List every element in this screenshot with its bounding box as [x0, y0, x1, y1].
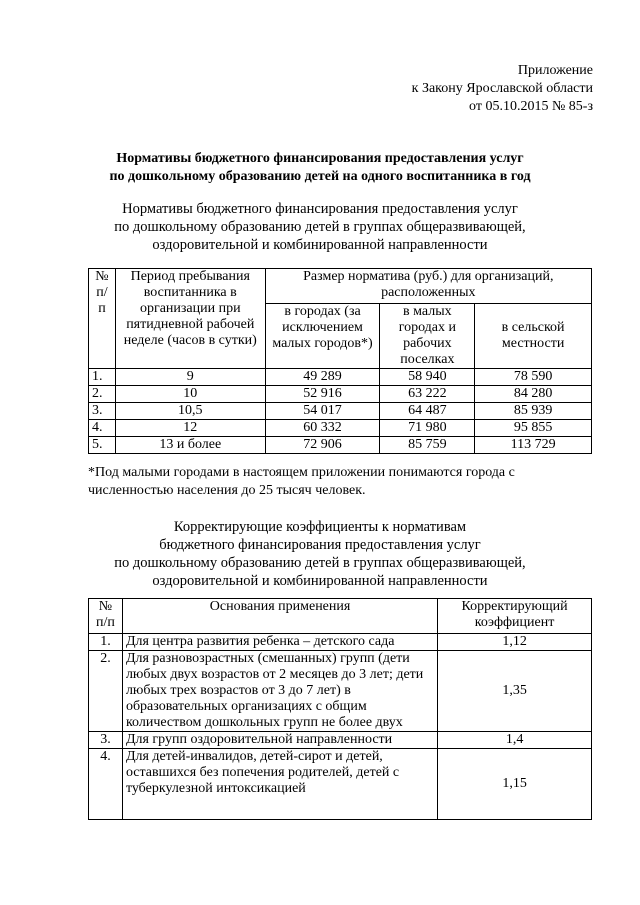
appendix-header	[412, 62, 593, 116]
row-rural: 84 280	[475, 386, 592, 403]
section2-line-1: Корректирующие коэффициенты к нормативам	[173, 519, 467, 535]
row-cities: 49 289	[265, 369, 380, 386]
row-coef: 1,15	[438, 749, 592, 820]
row-basis: Для групп оздоровительной направленности	[122, 732, 437, 749]
appendix-date: от 05.10.2015 № 85-з	[469, 99, 593, 114]
section2-line-2: бюджетного финансирования предоставления услуг	[159, 537, 481, 553]
row-small: 85 759	[380, 437, 475, 454]
title-line-2: по дошкольному образованию детей на одного воспитанника в год	[109, 169, 531, 184]
section1-heading	[0, 200, 640, 254]
row-num: 4.	[89, 749, 123, 820]
table-row	[89, 437, 592, 454]
row-period: 12	[115, 420, 265, 437]
row-num: 2.	[89, 651, 123, 732]
appendix-label: Приложение	[517, 63, 593, 78]
section1-line-2: по дошкольному образованию детей в группах общеразвивающей,	[114, 219, 526, 235]
footnote: *Под малыми городами в настоящем приложении понимаются города с численностью населения до 25 тысяч человек.	[88, 465, 515, 498]
row-cities: 52 916	[265, 386, 380, 403]
row-period: 13 и более	[115, 437, 265, 454]
row-basis: Для разновозрастных (смешанных) групп (дети любых двух возрастов от 2 месяцев до 3 лет; дети любых трех возрастов от 3 до 7 лет) в образовательных организациях с общим количеством дошкольных групп не более двух	[122, 651, 437, 732]
row-rural: 113 729	[475, 437, 592, 454]
row-period: 10,5	[115, 403, 265, 420]
table-row	[89, 420, 592, 437]
row-num: 1.	[89, 369, 116, 386]
row-num: 2.	[89, 386, 116, 403]
row-cities: 60 332	[265, 420, 380, 437]
section2-line-4: оздоровительной и комбинированной направленности	[152, 573, 488, 589]
document-title	[0, 150, 640, 186]
row-small: 64 487	[380, 403, 475, 420]
header-num: № п/п	[89, 599, 123, 634]
section1-line-3: оздоровительной и комбинированной направленности	[152, 237, 488, 253]
row-num: 4.	[89, 420, 116, 437]
table-row	[89, 732, 592, 749]
table-row	[89, 369, 592, 386]
row-small: 63 222	[380, 386, 475, 403]
table-row	[89, 386, 592, 403]
coef-header-row	[89, 599, 592, 634]
row-cities: 72 906	[265, 437, 380, 454]
header-period: Период пребывания воспитанника в организации при пятидневной рабочей неделе (часов в сутки)	[115, 269, 265, 369]
header-cities: в городах (за исключением малых городов*)	[265, 304, 380, 369]
section2-line-3: по дошкольному образованию детей в группах общеразвивающей,	[114, 555, 526, 571]
row-rural: 78 590	[475, 369, 592, 386]
row-coef: 1,35	[438, 651, 592, 732]
row-rural: 95 855	[475, 420, 592, 437]
header-size: Размер норматива (руб.) для организаций, расположенных	[265, 269, 591, 304]
header-coef: Корректирующий коэффициент	[438, 599, 592, 634]
row-coef: 1,12	[438, 634, 592, 651]
row-num: 3.	[89, 732, 123, 749]
row-cities: 54 017	[265, 403, 380, 420]
section1-line-1: Нормативы бюджетного финансирования предоставления услуг	[122, 201, 518, 217]
coefficients-table	[88, 598, 592, 820]
section2-heading	[0, 518, 640, 590]
row-basis: Для центра развития ребенка – детского сада	[122, 634, 437, 651]
row-period: 10	[115, 386, 265, 403]
row-small: 58 940	[380, 369, 475, 386]
table-row	[89, 749, 592, 820]
row-small: 71 980	[380, 420, 475, 437]
row-coef: 1,4	[438, 732, 592, 749]
row-rural: 85 939	[475, 403, 592, 420]
table-row	[89, 651, 592, 732]
title-line-1: Нормативы бюджетного финансирования предоставления услуг	[116, 151, 524, 166]
table-row	[89, 403, 592, 420]
header-num: № п/ п	[89, 269, 116, 369]
row-num: 3.	[89, 403, 116, 420]
row-num: 5.	[89, 437, 116, 454]
appendix-law: к Закону Ярославской области	[411, 81, 593, 96]
header-rural: в сельской местности	[475, 304, 592, 369]
row-num: 1.	[89, 634, 123, 651]
header-basis: Основания применения	[122, 599, 437, 634]
header-small-towns: в малых городах и рабочих поселках	[380, 304, 475, 369]
table-row	[89, 634, 592, 651]
norms-table	[88, 268, 592, 454]
norms-header-row	[89, 269, 592, 304]
row-basis: Для детей-инвалидов, детей-сирот и детей, оставшихся без попечения родителей, детей с туберкулезной интоксикацией	[122, 749, 437, 820]
row-period: 9	[115, 369, 265, 386]
